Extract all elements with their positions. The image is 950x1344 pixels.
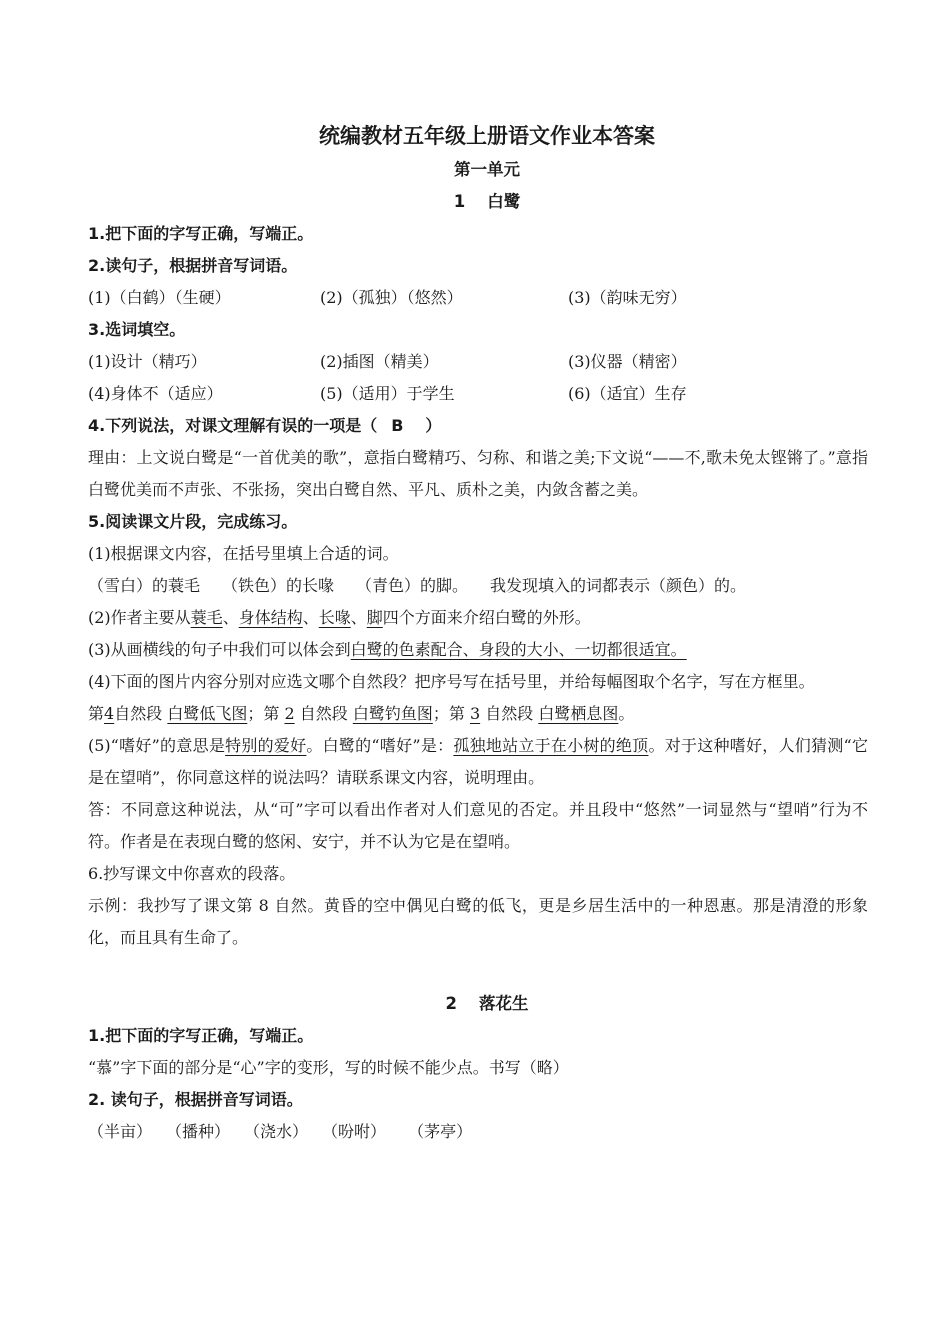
document-page: [88, 118, 868, 1148]
unit-heading: 第一单元: [454, 160, 520, 179]
l1-q5-5-answer: 答：不同意这种说法，从“可”字可以看出作者对人们意见的否定。并且段中“悠然”一词显然与“望哨”行为不符。作者是在表现白鹭的悠闲、安宁，并不认为它是在望哨。: [88, 800, 868, 851]
lesson-1-name: 白鹭: [487, 192, 521, 211]
l2-q2-answer-5: （茅亭）: [408, 1122, 473, 1141]
l2-q2-answers: [88, 1116, 868, 1148]
l1-q5-5-a: (5)“嗜好”的意思是: [88, 736, 226, 755]
l1-q5-4-p2-num: 2: [284, 704, 295, 723]
lesson-2-name: 落花生: [478, 994, 529, 1013]
l1-q6-answer: 示例：我抄写了课文第 8 自然。黄昏的空中偶见白鹭的低飞，更是乡居生活中的一种恩惠。那是清澄的形象化，而且具有生命了。: [88, 896, 868, 947]
document-title: 统编教材五年级上册语文作业本答案: [319, 124, 655, 148]
l1-q5-5-b: 。白鹭的“嗜好”是：: [306, 736, 454, 755]
l1-q5-2-item-2: 身体结构: [238, 608, 303, 627]
l1-q5-5-c: 。对于这种嗜好，人们猜测“它是在望哨”，你同意这样的说法吗？请联系课文内容，说明理由。: [88, 736, 868, 787]
l1-q5-4-p2-label: ；第: [247, 704, 280, 723]
l1-q2-answers: [88, 282, 868, 314]
l1-q4-reason: 理由：上文说白鹭是“一首优美的歌”，意指白鹭精巧、匀称、和谐之美;下文说“——不,歌未免太铿锵了。”意指白鹭优美而不声张、不张扬，突出白鹭自然、平凡、质朴之美，内敛含蓄之美。: [88, 448, 868, 499]
lesson-1-number: 1: [453, 192, 466, 211]
lesson-1-heading: [106, 186, 868, 218]
l1-q5-4-end: 。: [618, 704, 635, 723]
l2-q2-answer-1: （半亩）: [88, 1122, 153, 1141]
l2-q1-answer: “慕”字下面的部分是“心”字的变形，写的时候不能少点。书写（略）: [88, 1058, 569, 1077]
l1-q3-row-1: [88, 346, 868, 378]
l1-q2-answer-2: (2)（孤独）（悠然）: [320, 288, 463, 307]
l2-q2-answer-4: （吩咐）: [322, 1122, 387, 1141]
l1-q5-4-p3-num: 3: [469, 704, 481, 723]
l1-q4-answer: B: [391, 416, 404, 435]
l1-q5-2: (2)作者主要从蓑毛、身体结构、长喙、脚四个方面来介绍白鹭的外形。: [88, 608, 591, 627]
l1-q3-answer-4: (4)身体不（适应）: [88, 384, 223, 403]
l1-q3-answer-1: (1)设计（精巧）: [88, 352, 207, 371]
l1-q2-answer-3: (3)（韵味无穷）: [568, 288, 687, 307]
l1-q5-5: [88, 730, 868, 794]
l1-q5-2-item-1: 蓑毛: [190, 608, 223, 627]
l1-q5-3-prefix: (3)从画横线的句子中我们可以体会到: [88, 640, 351, 659]
l1-q5-4-p3-mid: 自然段: [485, 704, 534, 723]
l1-question-4: [88, 410, 868, 442]
l2-question-1: 1.把下面的字写正确，写端正。: [88, 1026, 314, 1045]
l1-question-5: 5.阅读课文片段，完成练习。: [88, 512, 298, 531]
l1-q3-answer-5: (5)（适用）于学生: [320, 384, 455, 403]
l1-q5-3-answer: 白鹭的色素配合、身段的大小、一切都很适宜。: [350, 640, 687, 659]
l1-q5-1-answer: [88, 570, 868, 602]
l1-q5-2-prefix: (2)作者主要从: [88, 608, 191, 627]
l1-q4-text: 4.下列说法，对课文理解有误的一项是（: [88, 416, 378, 435]
l1-q3-answer-2: (2)插图（精美）: [320, 352, 439, 371]
l1-q5-1: (1)根据课文内容，在括号里填上合适的词。: [88, 544, 399, 563]
l1-q3-row-2: [88, 378, 868, 410]
l1-q5-3: [88, 634, 868, 666]
l1-q5-4-p1-label: 第: [88, 704, 105, 723]
l1-q4-close: ）: [425, 416, 442, 435]
l1-q5-5-meaning: 特别的爱好: [225, 736, 307, 755]
l2-question-2: 2. 读句子，根据拼音写词语。: [88, 1090, 303, 1109]
l1-q5-4-p2-name: 白鹭钓鱼图: [352, 704, 433, 723]
l1-q5-4-p3-label: ；第: [432, 704, 465, 723]
l1-q5-2-item-4: 脚: [366, 608, 383, 627]
l1-q5-4-p2-mid: 自然段: [299, 704, 348, 723]
l1-q5-4-p1-num: 4: [104, 704, 115, 723]
l1-q5-4-p3-name: 白鹭栖息图: [538, 704, 619, 723]
l1-q5-2-suffix: 四个方面来介绍白鹭的外形。: [382, 608, 591, 627]
l1-q5-4-p1-name: 白鹭低飞图: [167, 704, 248, 723]
l1-q5-4-p1-mid: 自然段: [114, 704, 163, 723]
l1-question-3: 3.选词填空。: [88, 320, 186, 339]
l1-q5-4: (4)下面的图片内容分别对应选文哪个自然段？把序号写在括号里，并给每幅图取个名字，写在方框里。: [88, 672, 815, 691]
l1-q5-4-answer: [88, 698, 868, 730]
l1-question-6: 6.抄写课文中你喜欢的段落。: [88, 864, 296, 883]
l1-q5-1-ans-a: （雪白）的蓑毛: [88, 576, 201, 595]
l1-q3-answer-6: (6)（适宜）生存: [568, 384, 687, 403]
l1-q5-1-ans-b: （铁色）的长喙: [222, 576, 335, 595]
l1-question-1: 1.把下面的字写正确，写端正。: [88, 224, 314, 243]
l2-q2-answer-3: （浇水）: [244, 1122, 309, 1141]
l1-q5-2-item-3: 长喙: [318, 608, 351, 627]
l1-q5-1-ans-c: （青色）的脚。: [356, 576, 469, 595]
lesson-2-heading: [106, 988, 868, 1020]
l2-q2-answer-2: （播种）: [166, 1122, 231, 1141]
l1-q5-5-hobby: 孤独地站立于在小树的绝顶: [453, 736, 649, 755]
l1-question-2: 2.读句子，根据拼音写词语。: [88, 256, 298, 275]
l1-q3-answer-3: (3)仪器（精密）: [568, 352, 687, 371]
l1-q2-answer-1: (1)（白鹤）（生硬）: [88, 288, 231, 307]
lesson-2-number: 2: [445, 994, 457, 1013]
l1-q5-1-ans-d: 我发现填入的词都表示（颜色）的。: [490, 576, 747, 595]
